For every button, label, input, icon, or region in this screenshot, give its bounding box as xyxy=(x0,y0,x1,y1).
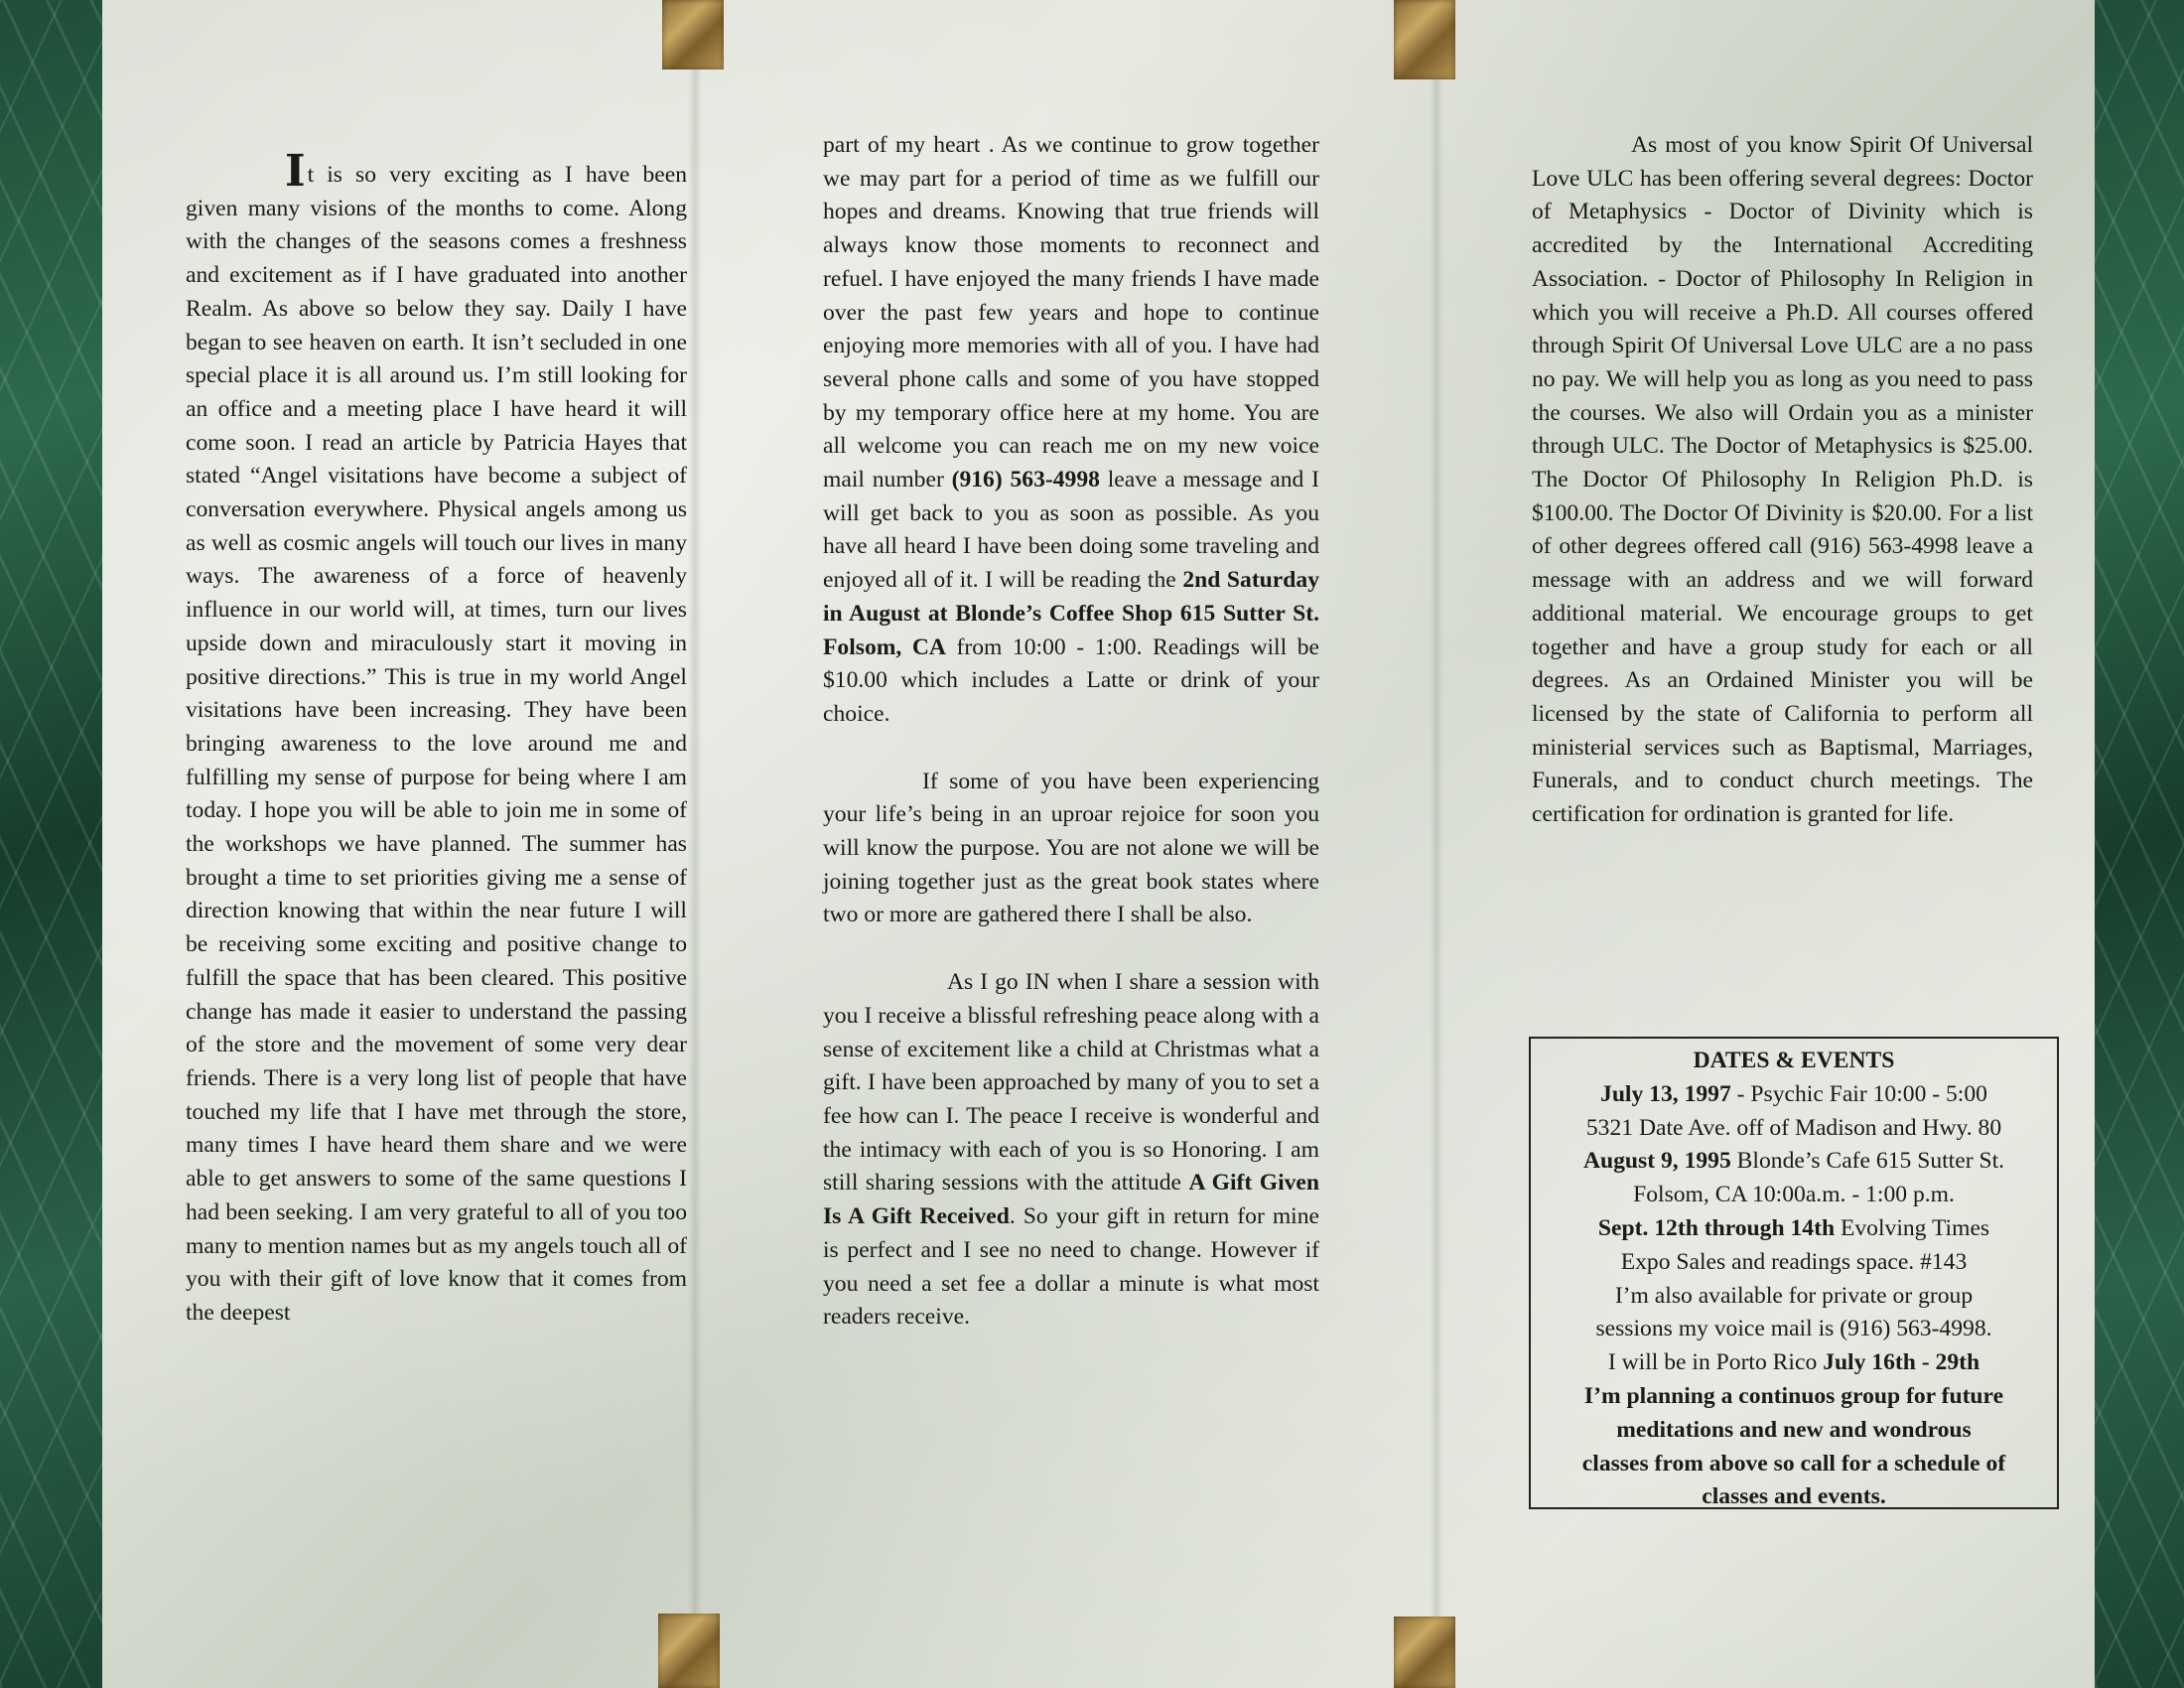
paragraph-text: As I go IN when I share a session with you I receive a blissful refreshing peace along with a sense of excitement like a child at Christmas what a gift. I have been approached by many of you to set a fee how can I. The peace I receive is wonderful and the intimacy with each of you is so Honoring. I am still sharing sessions with the attitude xyxy=(823,969,1319,1196)
event-line: Expo Sales and readings space. #143 xyxy=(1620,1248,1968,1275)
event-line: 5321 Date Ave. off of Madison and Hwy. 80 xyxy=(1585,1114,2002,1141)
event-line: classes from above so call for a schedule of xyxy=(1581,1450,2006,1477)
event-line xyxy=(1531,1212,2057,1246)
event-line: Folsom, CA 10:00a.m. - 1:00 p.m. xyxy=(1633,1182,1955,1208)
paragraph-text: from 10:00 - 1:00. Readings will be $10.00 which includes a Latte or drink of your choice. xyxy=(823,633,1319,727)
event-date: August 9, 1995 xyxy=(1582,1148,1731,1175)
event-line xyxy=(1531,1078,2057,1112)
paragraph-text: leave a message and I will get back to you as soon as possible. As you have all heard I have been doing some traveling and enjoyed all of it. I will be reading the xyxy=(823,467,1319,594)
phone-number: (916) 563-4998 xyxy=(951,467,1100,493)
column-middle xyxy=(823,129,1319,1335)
gold-tab xyxy=(1394,1617,1455,1688)
paragraph xyxy=(823,129,1319,732)
green-marble-border-left xyxy=(0,0,102,1688)
drop-cap: I xyxy=(285,146,306,197)
column-left xyxy=(186,146,687,1331)
events-title: DATES & EVENTS xyxy=(1693,1048,1895,1073)
event-line xyxy=(1531,1145,2057,1179)
column-right xyxy=(1532,129,2033,832)
event-line: I’m planning a continuos group for future xyxy=(1583,1382,2004,1409)
event-line: sessions my voice mail is (916) 563-4998. xyxy=(1595,1316,1992,1342)
paragraph-text: . So your gift in return for mine is perfect and I see no need to change. However if you need a set fee a dollar a minute is what most readers receive. xyxy=(823,1203,1319,1331)
paragraph: As most of you know Spirit Of Universal Love ULC has been offering several degrees: Doctor of Metaphysics - Doctor of Divinity which is accredited by the International Accrediting Association. - Doctor of Philosophy In Religion in which you will receive a Ph.D. All courses offered through Spirit Of Universal Love ULC are a no pass no pay. We will help you as long as you need to pass the courses. We also will Ordain you as a minister through ULC. The Doctor of Metaphysics is $25.00. The Doctor Of Philosophy In Religion Ph.D. is $100.00. The Doctor Of Divinity is $20.00. For a list of other degrees offered call (916) 563-4998 leave a message with an address and we will forward additional material. We encourage groups to get together and have a group study for each or all degrees. As an Ordained Minister you will be licensed by the state of California to perform all ministerial services such as Baptismal, Marriages, Funerals, and to conduct church meetings. The certification for ordination is granted for life. xyxy=(1532,132,2033,828)
event-line: classes and events. xyxy=(1702,1483,1886,1510)
opening-paragraph xyxy=(186,146,687,1331)
gold-tab xyxy=(658,1614,720,1688)
event-text: - Psychic Fair 10:00 - 5:00 xyxy=(1730,1080,1987,1107)
gold-tab xyxy=(662,0,724,70)
green-marble-border-right xyxy=(2095,0,2184,1688)
paragraph-text: t is so very exciting as I have been given many visions of the months to come. Along with the changes of the seasons comes a freshness and excitement as if I have graduated into another Realm. As above so below they say. Daily I have began to see heaven on earth. It isn’t secluded in one special place it is all around us. I’m still looking for an office and a meeting place I have heard it will come soon. I read an article by Patricia Hayes that stated “Angel visitations have become a subject of conversation everywhere. Physical angels among us as well as cosmic angels will touch our lives in many ways. The awareness of a force of heavenly influence in our world will, at times, turn our lives upside down and miraculously start it moving in positive directions.” This is true in my world Angel visitations have been increasing. They have been bringing awareness to the love around me and fulfilling my sense of purpose for being where I am today. I hope you will be able to join me in some of the workshops we have planned. The summer has brought a time to set priorities giving me a sense of direction knowing that within the near future I will be receiving some exciting and positive change to fulfill the space that has been cleared. This positive change has made it easier to understand the passing of the store and the movement of some very dear friends. There is a very long list of people that have touched my life that I have met through the store, many times I have heard them share and we were able to get answers to some of the same questions I had been seeking. I am very grateful to all of you too many to mention names but as my angels touch all of you with their gift of love know that it comes from the deepest xyxy=(186,162,687,1326)
event-text: I will be in Porto Rico xyxy=(1607,1349,1824,1376)
event-line: meditations and new and wondrous xyxy=(1616,1416,1972,1443)
paragraph: If some of you have been experiencing your life’s being in an uproar rejoice for soon you will know the purpose. You are not alone we will be joining together just as the great book states where two or more are gathered there I shall be also. xyxy=(823,768,1319,928)
gold-tab xyxy=(1394,0,1455,79)
fold-line xyxy=(688,0,702,1688)
event-text: Blonde’s Cafe 615 Sutter St. xyxy=(1730,1148,2005,1175)
event-date: Sept. 12th through 14th xyxy=(1597,1214,1836,1241)
event-line: I’m also available for private or group xyxy=(1614,1282,1974,1309)
event-text: Evolving Times xyxy=(1835,1214,1990,1241)
event-date: July 13, 1997 xyxy=(1600,1080,1731,1107)
paragraph xyxy=(823,966,1319,1335)
event-highlight: 2nd Saturday in August at Blonde’s Coffee Shop 615 Sutter St. Folsom, CA xyxy=(823,567,1319,660)
dates-events-box xyxy=(1529,1037,2059,1509)
motto: A Gift Given Is A Gift Received xyxy=(823,1170,1320,1230)
event-date: July 16th - 29th xyxy=(1823,1349,1980,1376)
paragraph-text: part of my heart . As we continue to grow together we may part for a period of time as we fulfill our hopes and dreams. Knowing that true friends will always know those moments to reconnect and refuel. I have enjoyed the many friends I have made over the past few years and hope to continue enjoying more memories with all of you. I have had several phone calls and some of you have stopped by my temporary office here at my home. You are all welcome you can reach me on my new voice mail number xyxy=(823,132,1319,493)
event-line xyxy=(1531,1346,2057,1380)
fold-line xyxy=(1430,0,1443,1688)
